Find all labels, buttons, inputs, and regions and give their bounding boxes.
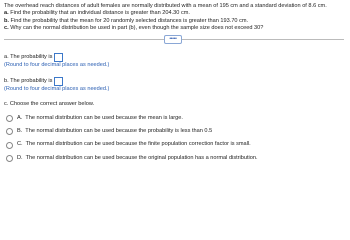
answer-a-label: a. The probability is: [4, 53, 53, 60]
choice-a-text: The normal distribution can be used because the mean is large.: [25, 114, 183, 121]
answer-b-label: b. The probability is: [4, 78, 53, 85]
choice-b-text: The normal distribution can be used because the probability is less than 0.5: [25, 128, 213, 135]
radio-button-a[interactable]: [6, 115, 13, 122]
answer-c-prompt: c. Choose the correct answer below.: [4, 100, 95, 107]
part-a-label: a.: [4, 10, 9, 17]
answer-b-input[interactable]: [54, 77, 63, 86]
answer-a-hint: (Round to four decimal places as needed.): [4, 62, 110, 69]
answer-a-input[interactable]: [54, 53, 63, 62]
problem-part-a: [4, 10, 344, 17]
problem-statement: [4, 3, 344, 32]
part-c-label: c.: [4, 24, 9, 31]
choice-c-text: The normal distribution can be used because the finite population correction factor is small.: [25, 141, 251, 148]
choice-b-letter: B.: [17, 128, 23, 135]
choice-d[interactable]: [6, 155, 344, 162]
problem-part-b: [4, 18, 344, 25]
choice-c-letter: C.: [17, 141, 23, 148]
choice-a[interactable]: [6, 115, 344, 122]
part-c-text: Why can the normal distribution be used in part (b), even though the sample size does not exceed 30?: [10, 24, 264, 31]
radio-button-c[interactable]: [6, 142, 13, 149]
choice-a-letter: A.: [17, 114, 23, 121]
choice-b[interactable]: [6, 128, 344, 135]
answer-b-row: [4, 77, 344, 86]
choice-d-text: The normal distribution can be used because the original population has a normal distribution.: [25, 154, 258, 161]
choice-list: [4, 115, 344, 162]
answer-a: [4, 53, 344, 69]
problem-part-c: [4, 25, 344, 32]
choice-c[interactable]: [6, 141, 344, 148]
radio-button-d[interactable]: [6, 155, 13, 162]
part-b-text: Find the probability that the mean for 20 randomly selected distances is greater than 193.70 cm.: [10, 17, 249, 24]
choice-d-letter: D.: [17, 154, 23, 161]
radio-button-b[interactable]: [6, 128, 13, 135]
expand-more-button[interactable]: •••••: [164, 35, 182, 44]
part-a-text: Find the probability that an individual distance is greater than 204.30 cm.: [10, 10, 190, 17]
answer-a-row: [4, 53, 344, 62]
problem-intro: The overhead reach distances of adult females are normally distributed with a mean of 195 cm and a standard deviation of 8.6 cm.: [4, 3, 327, 9]
answer-b: [4, 77, 344, 93]
answer-b-hint: (Round to four decimal places as needed.): [4, 86, 110, 93]
part-b-label: b.: [4, 17, 9, 24]
section-divider: [4, 35, 344, 45]
